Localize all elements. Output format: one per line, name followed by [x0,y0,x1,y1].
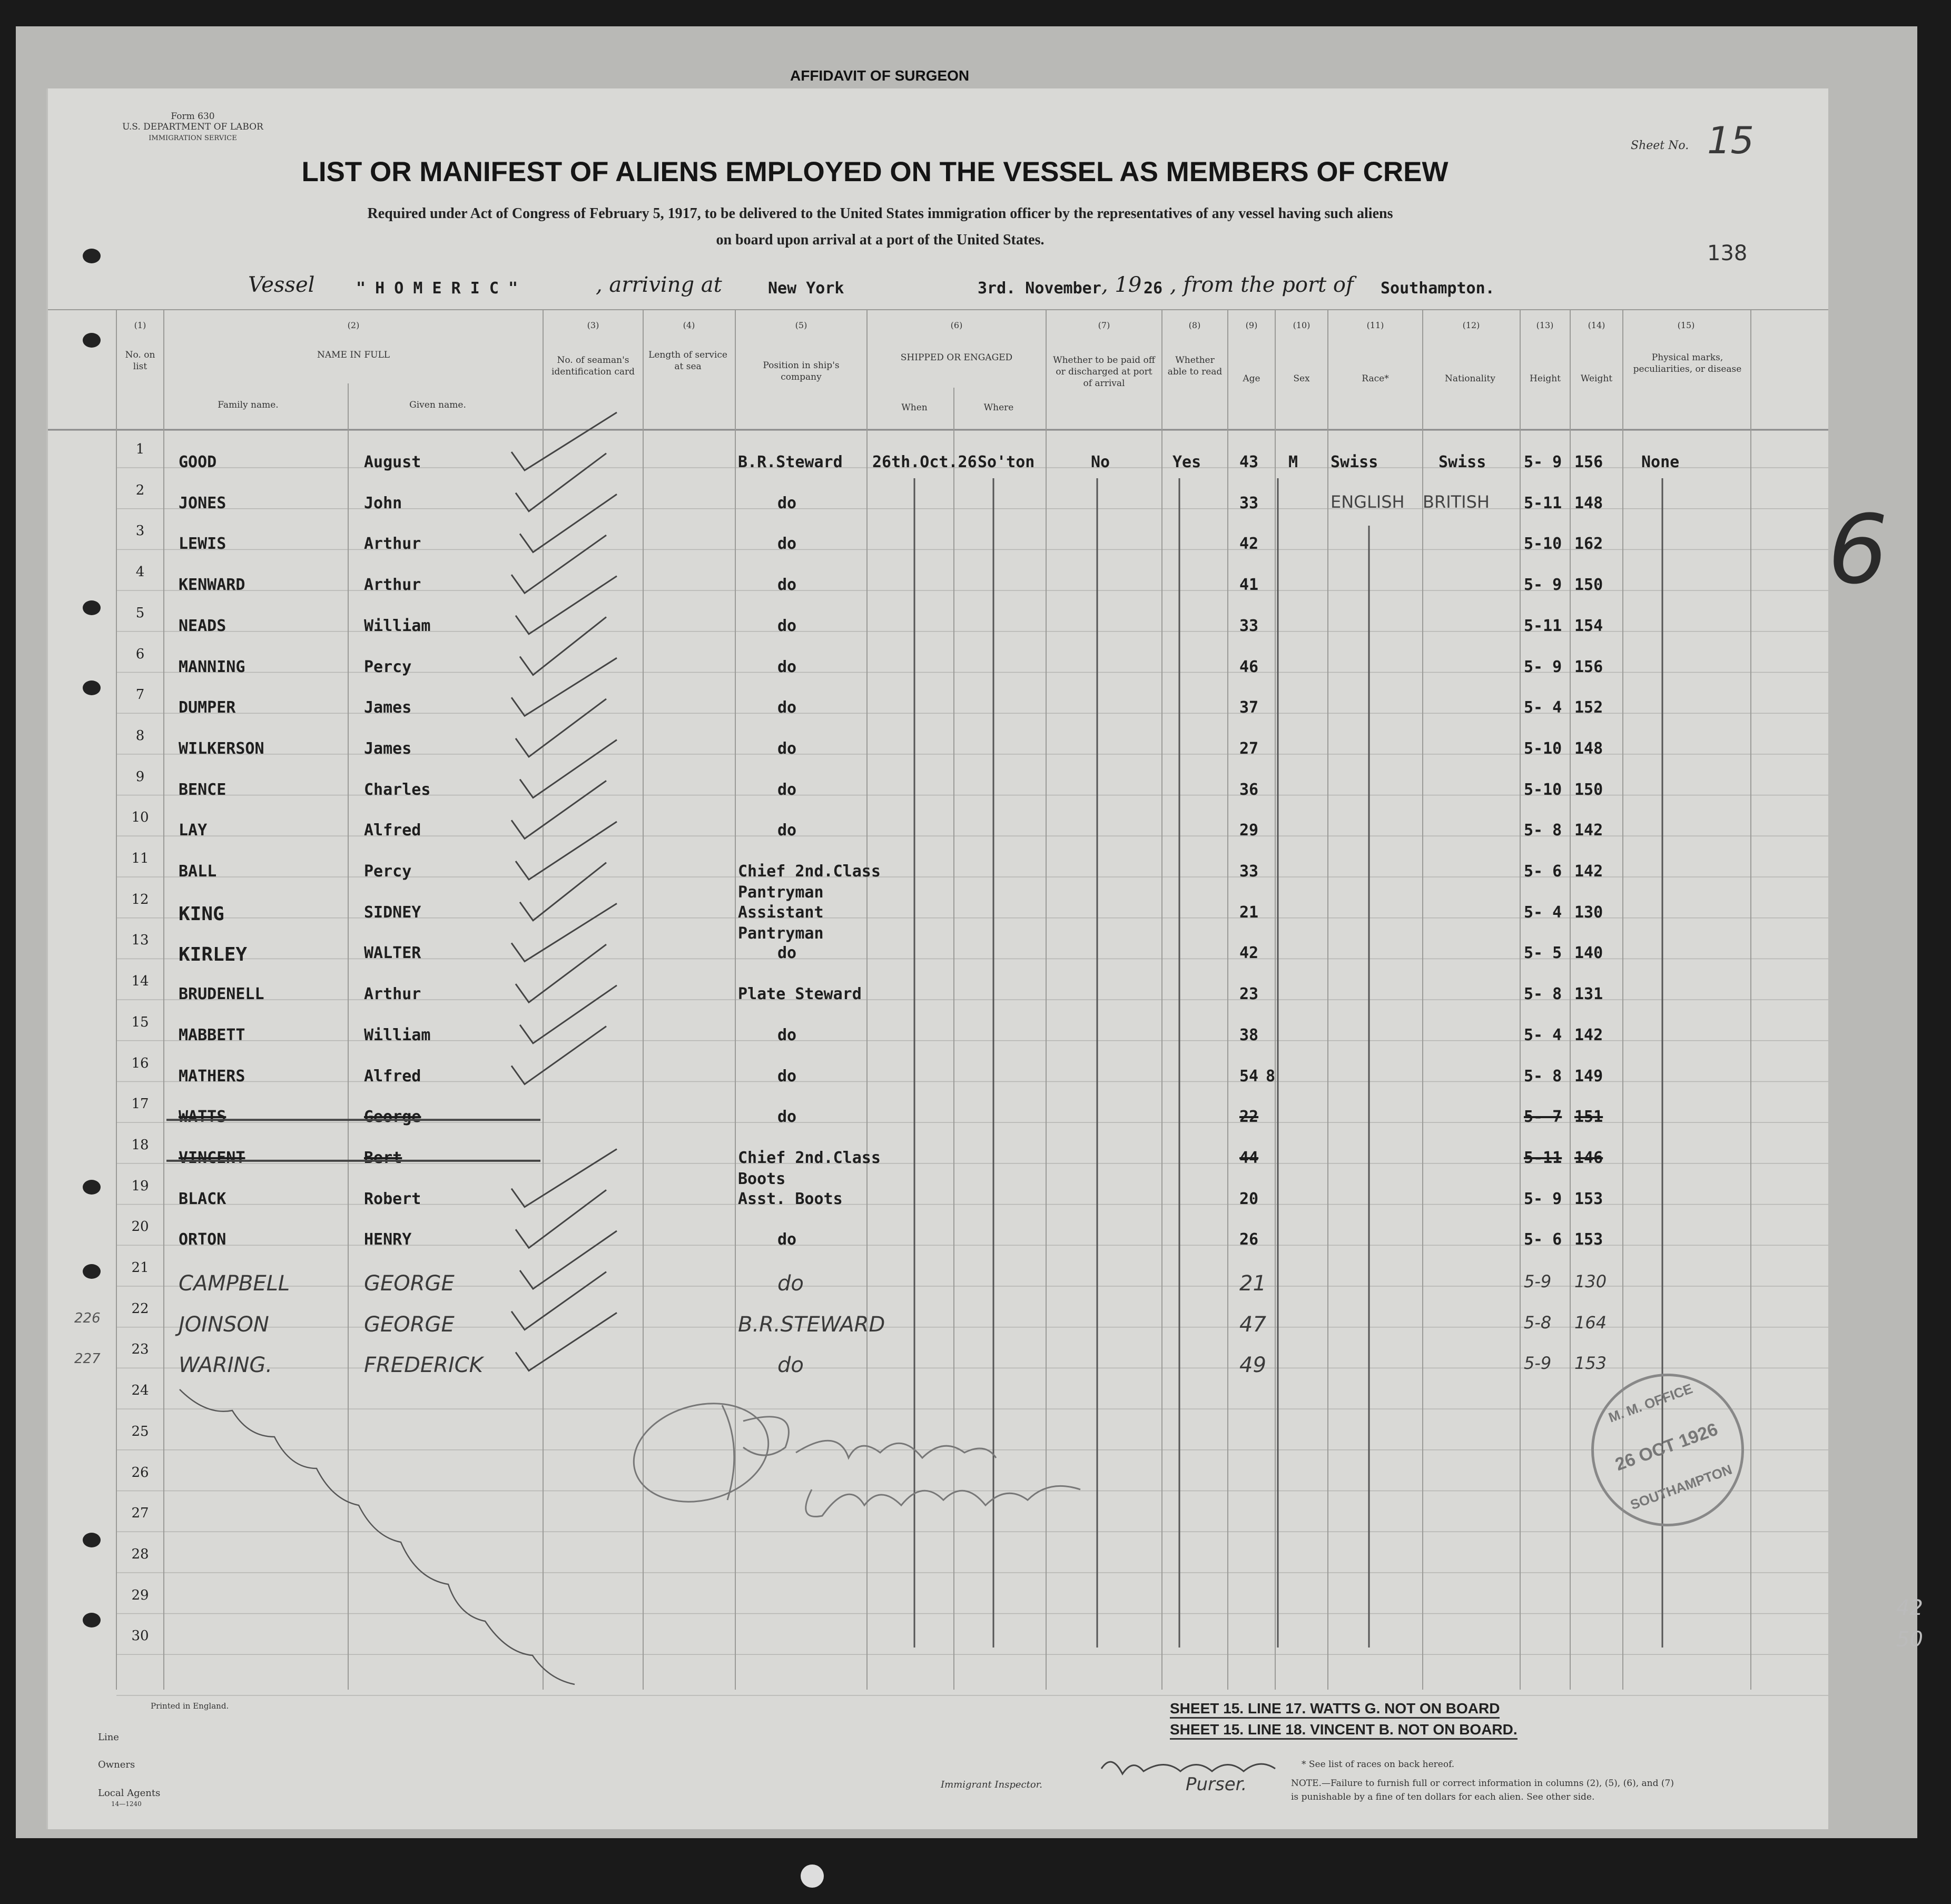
punch-hole [83,249,101,263]
weight: 151 [1574,1108,1603,1127]
stamp-bottom: SOUTHAMPTON [1628,1461,1735,1513]
age: 33 [1239,494,1259,512]
column-number: (2) [347,320,360,330]
weight: 153 [1574,1353,1607,1374]
check-mark [520,1231,617,1289]
check-mark [511,1027,606,1084]
height: 5-8 [1524,1312,1552,1333]
row-number: 28 [131,1546,149,1562]
position-line2: Boots [738,1169,786,1188]
stamp-date: 26 OCT 1926 [1612,1419,1721,1475]
manifest-sheet [46,88,1828,1829]
footer-line-label: Line [98,1732,119,1743]
stamp-top: M. M. OFFICE [1606,1380,1695,1426]
height: 5- 9 [1524,576,1562,595]
age: 47 [1239,1312,1266,1337]
position: Assistant [738,903,824,922]
check-mark [520,494,617,552]
family-name: CAMPBELL [179,1271,290,1296]
given-name: GEORGE [364,1271,455,1296]
weight: 152 [1574,698,1603,717]
family-name: KENWARD [179,576,245,595]
weight: 162 [1574,535,1603,554]
not-on-board-note-1: SHEET 15. LINE 17. WATTS G. NOT ON BOARD [1170,1700,1500,1719]
check-mark [511,781,606,838]
column-number: (10) [1293,320,1310,330]
check-mark [520,617,606,675]
given-name: John [364,494,402,512]
weight: 148 [1574,739,1603,758]
unused-rows-wave [180,1389,575,1684]
given-name: Percy [364,862,412,881]
failure-note: NOTE.—Failure to furnish full or correct information in columns (2), (5), (6), and (7) [1291,1778,1674,1789]
physical-header: Physical marks, peculiarities, or disease [1633,352,1742,374]
family-name: KIRLEY [179,944,248,966]
height: 5- 8 [1524,821,1562,840]
given-name-header: Given name. [409,400,466,410]
given-name: Alfred [364,821,421,840]
row-number: 13 [131,932,149,949]
family-name: BENCE [179,780,226,799]
race-row2: ENGLISH [1331,491,1405,512]
row-number: 14 [131,973,149,990]
shipped-when: 26th.Oct.26 [872,453,977,471]
age: 38 [1239,1025,1259,1044]
weight: 153 [1574,1230,1603,1249]
position: Chief 2nd.Class [738,862,881,881]
affidavit-header: AFFIDAVIT OF SURGEON [790,67,970,84]
weight: 164 [1574,1312,1607,1333]
check-mark [516,576,617,634]
column-number: (12) [1462,320,1480,330]
row-number: 24 [131,1383,149,1399]
position: do [777,821,797,840]
height: 5-9 [1524,1353,1552,1374]
height: 5- 8 [1524,1067,1562,1086]
not-on-board-note-2: SHEET 15. LINE 18. VINCENT B. NOT ON BOARD. [1170,1721,1518,1740]
weight: 131 [1574,985,1603,1004]
age: 41 [1239,576,1259,595]
paid-off-header: Whether to be paid off or discharged at port of arrival [1053,355,1155,389]
age: 46 [1239,657,1259,676]
height: 5- 5 [1524,944,1562,963]
row-number: 6 [135,646,145,662]
check-mark [511,1272,606,1330]
row-number: 5 [135,605,145,621]
punch-hole [83,1264,101,1279]
column-number: (15) [1677,320,1695,330]
column-number: (13) [1536,320,1554,330]
given-name: Arthur [364,535,421,554]
given-name: Bert [364,1148,402,1167]
corner-number: 138 [1707,241,1748,265]
position: do [777,780,797,799]
age-header: Age [1243,373,1260,384]
check-mark [520,985,617,1043]
row-number: 1 [135,441,145,457]
failure-note-2: is punishable by a fine of ten dollars for each alien. See other side. [1291,1792,1595,1802]
weight: 146 [1574,1148,1603,1167]
check-mark [516,822,617,880]
weight: 130 [1574,903,1603,922]
subtitle-line2: on board upon arrival at a port of the United States. [716,232,1045,248]
family-name: WATTS [179,1108,226,1127]
given-name: James [364,698,412,717]
family-name: DUMPER [179,698,236,717]
column-number: (9) [1245,320,1258,330]
age: 33 [1239,616,1259,635]
row-number: 8 [135,727,145,744]
from-label: , from the port of [1170,273,1354,297]
punch-hole [83,1613,101,1627]
age: 26 [1239,1230,1259,1249]
height: 5- 9 [1524,1189,1562,1208]
given-name: HENRY [364,1230,412,1249]
height: 5-10 [1524,780,1562,799]
age: 23 [1239,985,1259,1004]
age: 27 [1239,739,1259,758]
id-card-header: No. of seaman's identification card [551,355,635,377]
weight: 153 [1574,1189,1603,1208]
given-name: Arthur [364,576,421,595]
weight: 150 [1574,780,1603,799]
row-number: 26 [131,1464,149,1481]
given-name: SIDNEY [364,903,421,922]
height: 5- 8 [1524,985,1562,1004]
row-number: 27 [131,1505,149,1522]
column-number: (6) [950,320,963,330]
position: do [777,535,797,554]
family-name: BRUDENELL [179,985,264,1004]
height: 5- 9 [1524,453,1562,471]
row-number: 10 [131,810,149,826]
punch-hole [83,1180,101,1195]
check-mark [520,863,606,921]
row-number: 12 [131,891,149,907]
row-number: 2 [135,482,145,498]
age: 20 [1239,1189,1259,1208]
row-number: 20 [131,1219,149,1235]
height: 5-9 [1524,1271,1552,1291]
column-number: (7) [1098,320,1110,330]
age: 29 [1239,821,1259,840]
punch-hole [83,680,101,695]
margin-number: 226 [74,1310,101,1326]
row-number: 25 [131,1423,149,1439]
row-number: 4 [135,564,145,580]
arriving-label: , arriving at [596,273,722,297]
age: 22 [1239,1108,1259,1127]
manifest-title: LIST OR MANIFEST OF ALIENS EMPLOYED ON THE VESSEL AS MEMBERS OF CREW [301,156,1449,188]
footer-owners-label: Owners [98,1759,135,1770]
family-name: NEADS [179,616,226,635]
column-number: (1) [134,320,146,330]
height: 5-11 [1524,616,1562,635]
column-number: (11) [1366,320,1384,330]
position: do [777,698,797,717]
weight: 140 [1574,944,1603,963]
age: 44 [1239,1148,1259,1167]
punch-hole [83,333,101,348]
given-name: FREDERICK [364,1353,483,1378]
given-name: Percy [364,657,412,676]
row-number: 30 [131,1628,149,1644]
subtitle-line1: Required under Act of Congress of February 5, 1917, to be delivered to the United States immigration officer by the representatives of any vessel having such aliens [367,205,1393,222]
weight: 150 [1574,576,1603,595]
family-name: BLACK [179,1189,226,1208]
given-name: James [364,739,412,758]
height: 5- 4 [1524,1025,1562,1044]
given-name: GEORGE [364,1312,455,1337]
punch-hole [83,600,101,615]
position: do [777,1067,797,1086]
given-name: WALTER [364,944,421,963]
height: 5- 7 [1524,1108,1562,1127]
race: Swiss [1331,453,1378,471]
sheet-number: 15 [1707,119,1755,162]
check-mark [516,453,606,511]
position: B.R.STEWARD [738,1312,885,1337]
row-number: 29 [131,1587,149,1603]
column-number: (14) [1588,320,1605,330]
purser-title: Purser. [1186,1774,1247,1795]
nationality-row2: BRITISH [1423,491,1490,512]
row-number: 3 [135,523,145,539]
sex-header: Sex [1293,373,1310,384]
paid-off: No [1091,453,1110,471]
weight: 142 [1574,1025,1603,1044]
form-number: Form 630 [171,111,215,122]
position-line2: Pantryman [738,924,824,943]
position: Asst. Boots [738,1189,843,1208]
height: 5- 4 [1524,698,1562,717]
margin-mark-42: 42 [1896,1596,1923,1620]
family-name: VINCENT [179,1148,245,1167]
row-number: 9 [135,768,145,785]
position: do [777,616,797,635]
weight: 156 [1574,453,1603,471]
family-name: LAY [179,821,208,840]
family-name: WILKERSON [179,739,264,758]
shipped-header: SHIPPED OR ENGAGED [900,352,1013,363]
family-name: ORTON [179,1230,226,1249]
nationality-header: Nationality [1445,373,1495,384]
age: 54 [1239,1067,1259,1086]
given-name: William [364,1025,431,1044]
age: 21 [1239,903,1259,922]
weight-header: Weight [1580,373,1613,384]
punch-hole-bottom [801,1864,824,1888]
position: do [777,1271,804,1296]
given-name: Arthur [364,985,421,1004]
age-note: 8 [1266,1067,1276,1086]
nationality: Swiss [1438,453,1486,471]
margin-number: 227 [74,1351,101,1367]
height: 5-10 [1524,739,1562,758]
vessel-label: Vessel [248,273,315,297]
column-number: (4) [683,320,695,330]
position: do [777,1353,804,1378]
age: 42 [1239,535,1259,554]
position: do [777,1025,797,1044]
when-header: When [901,402,928,413]
position: do [777,944,797,963]
see-list-note: * See list of races on back hereof. [1302,1759,1455,1770]
arrival-date: 3rd. November [978,279,1101,298]
position: do [777,739,797,758]
family-name: JOINSON [179,1312,269,1337]
family-name: JONES [179,494,226,512]
row-number: 23 [131,1341,149,1358]
weight: 149 [1574,1067,1603,1086]
position-line2: Pantryman [738,883,824,902]
column-number: (3) [587,320,599,330]
age: 43 [1239,453,1259,471]
row-number: 16 [131,1055,149,1071]
footer-form-code: 14—1240 [111,1800,142,1808]
row-number: 21 [131,1260,149,1276]
position: do [777,1230,797,1249]
family-name: MATHERS [179,1067,245,1086]
given-name: Charles [364,780,431,799]
age: 21 [1239,1271,1266,1296]
check-mark [520,740,617,798]
shipped-where: So'ton [978,453,1035,471]
check-mark [516,944,606,1002]
race-header: Race* [1362,373,1389,384]
check-mark [516,699,606,757]
check-mark [511,535,606,593]
weight: 142 [1574,821,1603,840]
age: 36 [1239,780,1259,799]
name-in-full-header: NAME IN FULL [317,350,390,360]
weight: 154 [1574,616,1603,635]
check-mark [511,412,617,470]
row-number: 22 [131,1300,149,1317]
arrival-year: 26 [1144,279,1163,298]
margin-mark-six: 6 [1828,495,1888,605]
row-number: 19 [131,1178,149,1194]
immigrant-inspector-label: Immigrant Inspector. [941,1779,1043,1790]
height: 5-10 [1524,535,1562,554]
family-name: MANNING [179,657,245,676]
check-mark [511,1149,617,1207]
position: Plate Steward [738,985,862,1004]
position-header: Position in ship's company [763,360,840,382]
age: 49 [1239,1353,1266,1378]
position: do [777,1108,797,1127]
from-port: Southampton. [1381,279,1495,298]
able-read: Yes [1172,453,1201,471]
family-name: BALL [179,862,217,881]
physical-marks: None [1641,453,1680,471]
vessel-name: " H O M E R I C " [356,279,518,298]
margin-mark-50: 50 [1896,1627,1923,1652]
age: 37 [1239,698,1259,717]
position: B.R.Steward [738,453,843,471]
sex: M [1288,453,1298,471]
position: Chief 2nd.Class [738,1148,881,1167]
height: 5- 6 [1524,1230,1562,1249]
length-service-header: Length of service at sea [648,350,727,372]
weight: 130 [1574,1271,1607,1291]
position: do [777,657,797,676]
family-name: GOOD [179,453,217,471]
punch-hole [83,1533,101,1547]
family-name: WARING. [179,1353,273,1378]
family-name-header: Family name. [218,400,279,410]
check-mark [516,1190,606,1248]
height-header: Height [1530,373,1561,384]
row-number: 17 [131,1096,149,1112]
row-number: 15 [131,1014,149,1030]
where-header: Where [983,402,1014,413]
form-service: IMMIGRATION SERVICE [149,134,237,142]
age: 42 [1239,944,1259,963]
checkmarks [48,88,1828,1829]
given-name: Alfred [364,1067,421,1086]
footer-local-agents-label: Local Agents [98,1788,161,1799]
weight: 148 [1574,494,1603,512]
height: 5-11 [1524,494,1562,512]
given-name: George [364,1108,421,1127]
given-name: William [364,616,431,635]
position: do [777,494,797,512]
sheet-label: Sheet No. [1631,139,1689,152]
row-number: 7 [135,687,145,703]
height: 5-11 [1524,1148,1562,1167]
family-name: LEWIS [179,535,226,554]
check-mark [516,1313,617,1370]
height: 5- 9 [1524,657,1562,676]
row-number: 11 [131,851,149,866]
weight: 142 [1574,862,1603,881]
given-name: Robert [364,1189,421,1208]
able-read-header: Whether able to read [1167,355,1223,377]
position: do [777,576,797,595]
height: 5- 4 [1524,903,1562,922]
family-name: KING [179,903,224,925]
no-on-list-header: No. on list [125,350,155,372]
given-name: August [364,453,421,471]
weight: 156 [1574,657,1603,676]
form-department: U.S. DEPARTMENT OF LABOR [122,122,263,132]
inspector-signature [627,1384,1233,1542]
printed-in: Printed in England. [151,1701,229,1711]
column-number: (8) [1188,320,1201,330]
family-name: MABBETT [179,1025,245,1044]
height: 5- 6 [1524,862,1562,881]
year-prefix: , 19 [1101,273,1142,297]
arriving-port: New York [768,279,844,298]
column-number: (5) [795,320,807,330]
age: 33 [1239,862,1259,881]
row-number: 18 [131,1137,149,1153]
